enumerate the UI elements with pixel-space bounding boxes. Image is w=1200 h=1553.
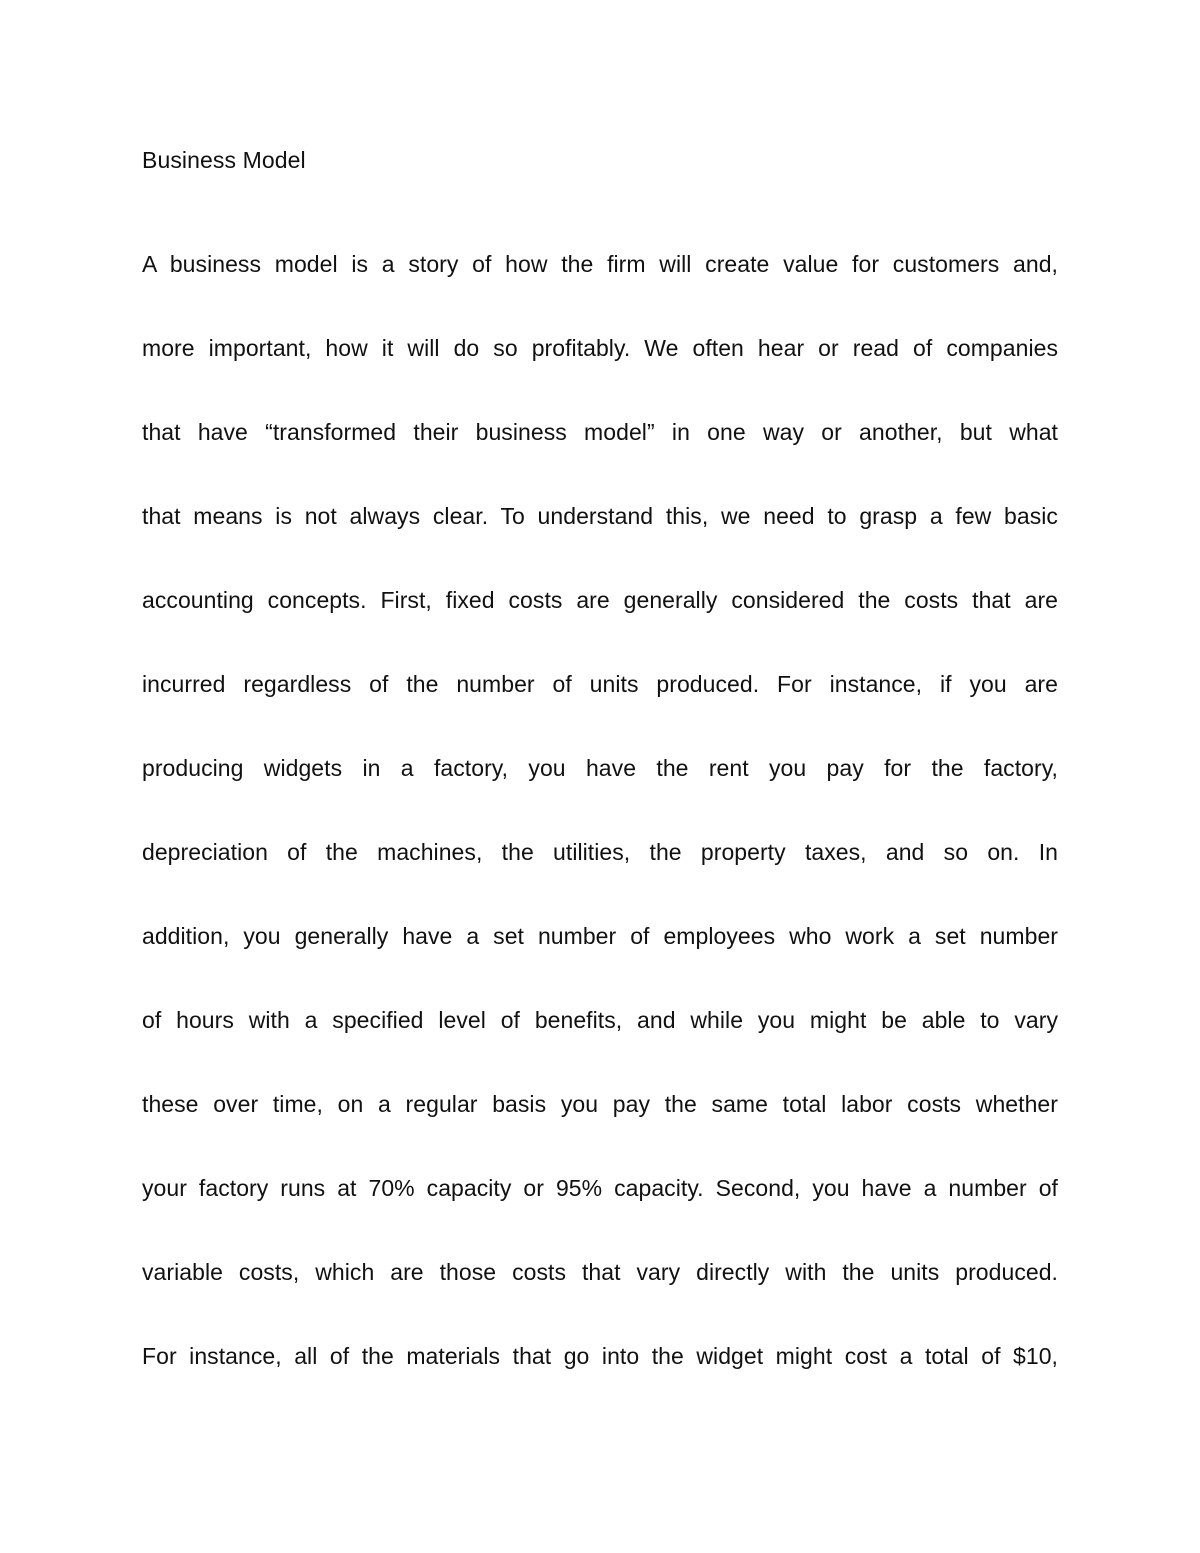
body-line: that means is not always clear. To understand this, we need to grasp a few basic (142, 503, 1058, 529)
body-line: producing widgets in a factory, you have the rent you pay for the factory, (142, 755, 1058, 781)
document-title: Business Model (142, 147, 306, 173)
body-line: variable costs, which are those costs that vary directly with the units produced. (142, 1259, 1058, 1285)
body-line: your factory runs at 70% capacity or 95% capacity. Second, you have a number of (142, 1175, 1058, 1201)
body-line: incurred regardless of the number of units produced. For instance, if you are (142, 671, 1058, 697)
body-line: accounting concepts. First, fixed costs are generally considered the costs that are (142, 587, 1058, 613)
body-line: of hours with a specified level of benefits, and while you might be able to vary (142, 1007, 1058, 1033)
body-line: For instance, all of the materials that go into the widget might cost a total of $10, (142, 1343, 1058, 1369)
body-line: addition, you generally have a set number of employees who work a set number (142, 923, 1058, 949)
body-line: depreciation of the machines, the utilities, the property taxes, and so on. In (142, 839, 1058, 865)
body-line: that have “transformed their business model” in one way or another, but what (142, 419, 1058, 445)
body-line: A business model is a story of how the firm will create value for customers and, (142, 251, 1058, 277)
body-line: these over time, on a regular basis you pay the same total labor costs whether (142, 1091, 1058, 1117)
body-line: more important, how it will do so profitably. We often hear or read of companies (142, 335, 1058, 361)
